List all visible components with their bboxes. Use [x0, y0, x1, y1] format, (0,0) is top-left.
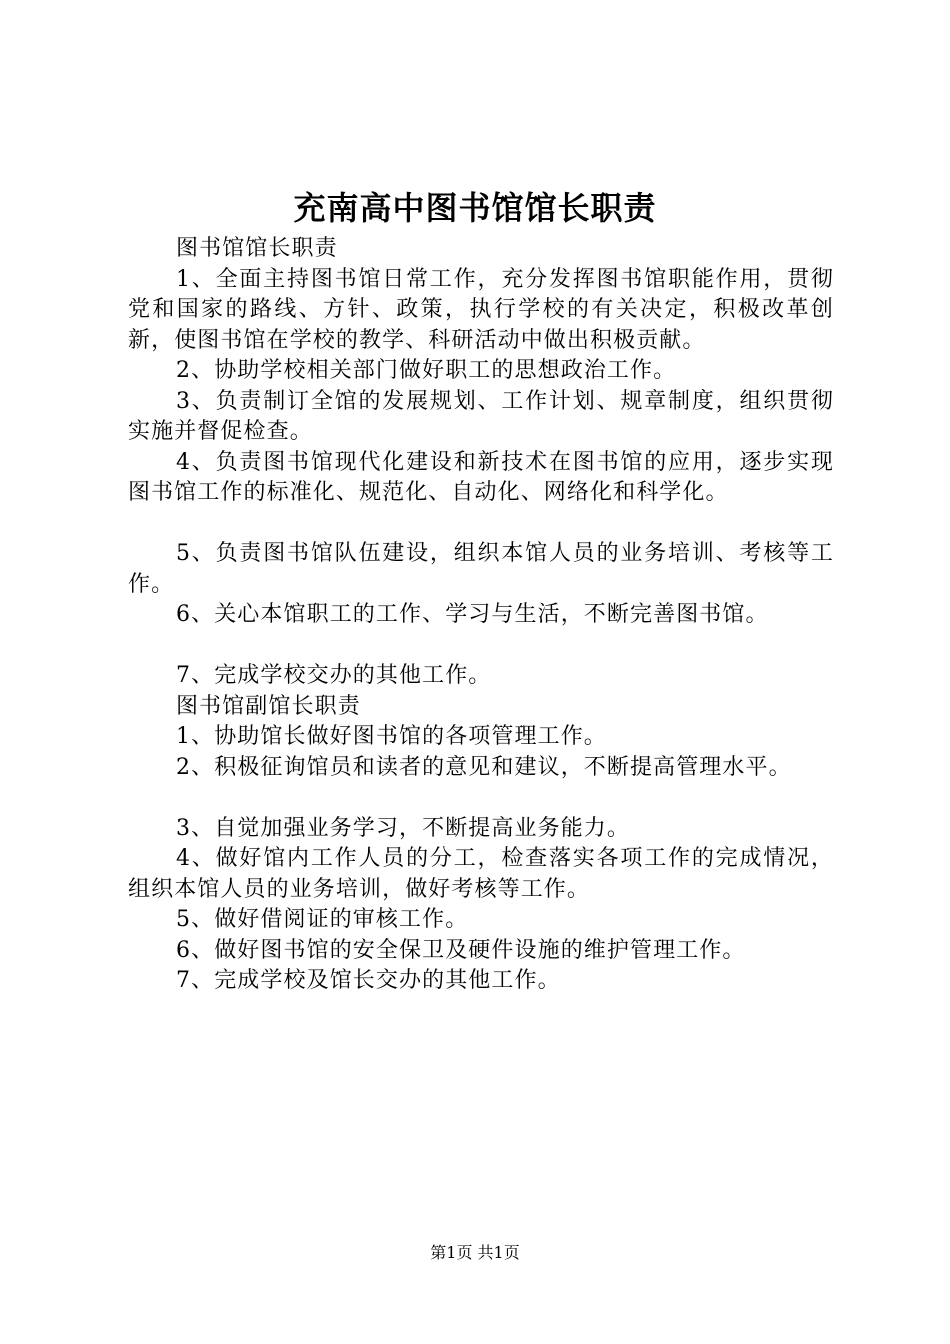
paragraph: 1、协助馆长做好图书馆的各项管理工作。: [176, 724, 607, 749]
section-heading: 图书馆副馆长职责: [176, 693, 361, 719]
paragraph: 2、协助学校相关部门做好职工的思想政治工作。: [176, 358, 677, 383]
paragraph: 3、负责制订全馆的发展规划、工作计划、规章制度，组织贯彻实施并督促检查。: [128, 388, 834, 444]
document-title: 充南高中图书馆馆长职责: [293, 189, 657, 227]
paragraph: 6、关心本馆职工的工作、学习与生活，不断完善图书馆。: [176, 602, 769, 627]
paragraph: 1、全面主持图书馆日常工作，充分发挥图书馆职能作用，贯彻党和国家的路线、方针、政策，执行学校的有关决定，积极改革创新，使图书馆在学校的教学、科研活动中做出积极贡献。: [128, 266, 834, 353]
paragraph: 2、积极征询馆员和读者的意见和建议，不断提高管理水平。: [176, 754, 792, 780]
paragraph: 7、完成学校及馆长交办的其他工作。: [176, 968, 561, 993]
document-body: [128, 234, 834, 997]
paragraph: 7、完成学校交办的其他工作。: [176, 663, 492, 688]
page-number-footer: 第1页 共1页: [430, 1243, 520, 1262]
section-heading: 图书馆馆长职责: [176, 236, 338, 261]
paragraph: 3、自觉加强业务学习，不断提高业务能力。: [176, 815, 630, 841]
paragraph: 4、负责图书馆现代化建设和新技术在图书馆的应用，逐步实现图书馆工作的标准化、规范化、自动化、网络化和科学化。: [128, 449, 834, 505]
paragraph: 6、做好图书馆的安全保卫及硬件设施的维护管理工作。: [176, 937, 746, 963]
paragraph: 5、负责图书馆队伍建设，组织本馆人员的业务培训、考核等工作。: [128, 541, 834, 597]
paragraph: 4、做好馆内工作人员的分工，检查落实各项工作的完成情况，组织本馆人员的业务培训，做好考核等工作。: [128, 846, 834, 902]
paragraph: 5、做好借阅证的审核工作。: [176, 907, 469, 932]
